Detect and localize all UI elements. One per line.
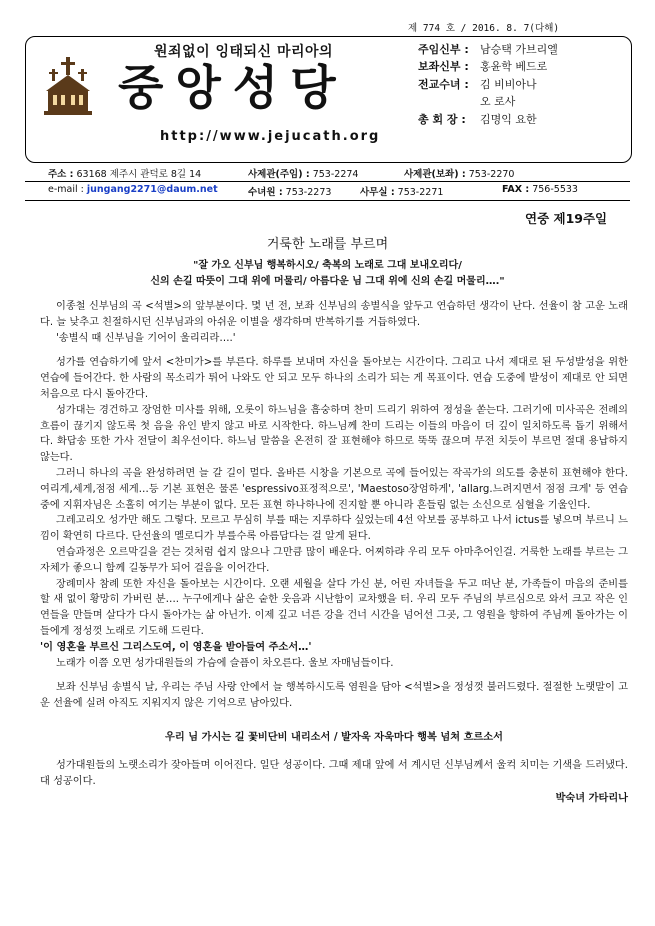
article-title: 거룩한 노래를 부르며 — [266, 237, 389, 252]
paragraph: 성가대원들의 노랫소리가 잦아들며 이어진다. 일단 성공이다. 그때 제대 앞에 서 계시던 신부님께서 울컥 치미는 기색을 드러냈다. 대 성공이다. — [40, 759, 628, 787]
staff-row: 총 회 장 : 김명익 요한 — [418, 112, 537, 126]
paragraph: 장례미사 참례 또한 자신을 돌아보는 시간이다. 오랜 세월을 살다 가신 분, 어린 자녀들을 두고 떠난 분, 가족들이 마음의 준비를 할 새 없이 황망히 가버린 분…. 누구에게나 삶은 숱한 웃음과 시난함이 교차했을 터. 우리 모두 주님의 부르심으로 와서 크고 작은 인연들을 만들며 살다가 다시 돌아가는 삶 아닌가. 이제 깊고 너른 강을 건너 시간을 넘어선 그곳, 그 영원을 향하여 주님께 돌아가는 이들에게 정성껏 노래로 기도해 드린다. — [40, 578, 628, 637]
staff-row: 보좌신부 : 홍윤학 베드로 — [418, 60, 548, 74]
paragraph: 성가대는 경건하고 장엄한 미사를 위해, 오롯이 하느님을 흠숭하며 찬미 드리기 위하여 정성을 쏟는다. 그러기에 미사곡은 전례의 흐름이 끊기지 않도록 첫 음을 유인 받지 않고 바로 시작한다. 하느님께 찬미 드리는 이들의 마음이 더 깊이 일치하도록 돕기 위해서다. 화답송 또한 가사 전달이 최우선이다. 하느님 말씀을 온전히 잘 표현해야 하므로 뚝뚝 끊으며 무전 치듯이 부르면 절대 용납하지 않는다. — [40, 404, 628, 464]
divider — [25, 200, 630, 201]
parish-title: 중앙성당 — [118, 61, 348, 116]
paragraph: 그레고리오 성가만 해도 그렇다. 모르고 무심히 부를 때는 지루하다 싶었는데 4선 악보를 공부하고 나서 ictus를 넣으며 부르니 느낌이 확연히 다르다. 단선율의 멜로디가 부를수록 아름답다는 걸 알게 된다. — [40, 515, 628, 543]
paragraph: '송별식 때 신부님을 기어이 울리리라….' — [56, 332, 236, 344]
article-quote-line: "잘 가오 신부님 행복하시오/ 축복의 노래로 그대 보내오리다/ — [193, 260, 462, 271]
author: 박숙녀 가타리나 — [555, 793, 628, 805]
paragraph: 그러니 하나의 곡을 완성하려면 늘 갈 길이 멀다. 올바른 시창을 기본으로 곡에 들어있는 작곡가의 의도를 충분히 표현해야 한다. 여리게,세게,점점 세게…등 기본 표현은 물론 'espressivo표정적으로', 'Maestoso장엄하게', 'allarg.느려지면서 점점 크게' 등 연습 중에 지휘자님은 소홀히 여기는 부분이 없다. 모든 표현 하나하나에 진지할 뿐 아니라 흔들림 없는 소신으로 심혈을 기울인다. — [40, 467, 628, 511]
header-tagline: 원죄없이 잉태되신 마리아의 — [154, 44, 334, 60]
staff-row: 주임신부 : 남승택 가브리엘 — [418, 43, 558, 56]
divider — [25, 181, 630, 182]
issue-number: 제 774 호 / 2016. 8. 7(다해) — [408, 23, 560, 34]
website-url[interactable]: http://www.jejucath.org — [160, 129, 381, 144]
lyrics-line: 우리 님 가시는 길 꽃비단비 내리소서 / 발자욱 자욱마다 행복 넘쳐 흐르소서 — [165, 731, 503, 743]
article-body — [40, 299, 628, 807]
article-quote-line: 신의 손길 따뜻이 그대 위에 머물리/ 아름다운 님 그대 위에 신의 손길 머물리…." — [150, 276, 505, 287]
staff-list — [418, 41, 558, 128]
paragraph: 이종철 신부님의 곡 <석별>의 앞부분이다. 몇 년 전, 보좌 신부님의 송별식을 앞두고 연습하던 생각이 난다. 선율이 참 고운 노래다. 늘 낮추고 친절하시던 신부님과의 아쉬운 이별을 생각하며 반복하기를 거듭하였다. — [40, 301, 628, 328]
paragraph: 성가를 연습하기에 앞서 <찬미가>를 부른다. 하루를 보내며 자신을 돌아보는 시간이다. 그리고 나서 제대로 된 두성발성을 위한 연습에 들어간다. 한 사람의 목소리가 튀어 나와도 안 되고 모두 하나의 소리가 되는 게 목표이다. 연습 도중에 발성이 제대로 안 되면 처음으로 다시 돌아간다. — [40, 357, 628, 400]
masthead — [25, 36, 632, 163]
staff-row: 오 로사 — [480, 95, 516, 109]
staff-row: 전교수녀 : 김 비비아나 — [418, 77, 537, 91]
paragraph: 연습과정은 오르막길을 걷는 것처럼 쉽지 않으나 그만큼 많이 배운다. 어찌하랴 우리 모두 아마추어인걸. 거룩한 노래를 부르는 그 자체가 좋으니 함께 길동무가 되어 걸음을 이어간다. — [40, 546, 628, 574]
liturgical-season: 연중 제19주일 — [525, 211, 608, 226]
church-logo-icon — [38, 55, 98, 121]
email-link[interactable]: jungang2271@daum.net — [86, 184, 218, 195]
paragraph: 보좌 신부님 송별식 날, 우리는 주님 사랑 안에서 늘 행복하시도록 염원을 담아 <석별>을 정성껏 불러드렸다. 절절한 노랫말이 고운 선율에 실려 아직도 지워지지 않은 기억으로 남아있다. — [40, 682, 628, 710]
paragraph: 노래가 이쯤 오면 성가대원들의 가슴에 슬픔이 차오른다. 울보 자매님들이다. — [56, 657, 394, 669]
prayer-quote: '이 영혼을 부르신 그리스도여, 이 영혼을 받아들여 주소서…' — [40, 641, 312, 653]
